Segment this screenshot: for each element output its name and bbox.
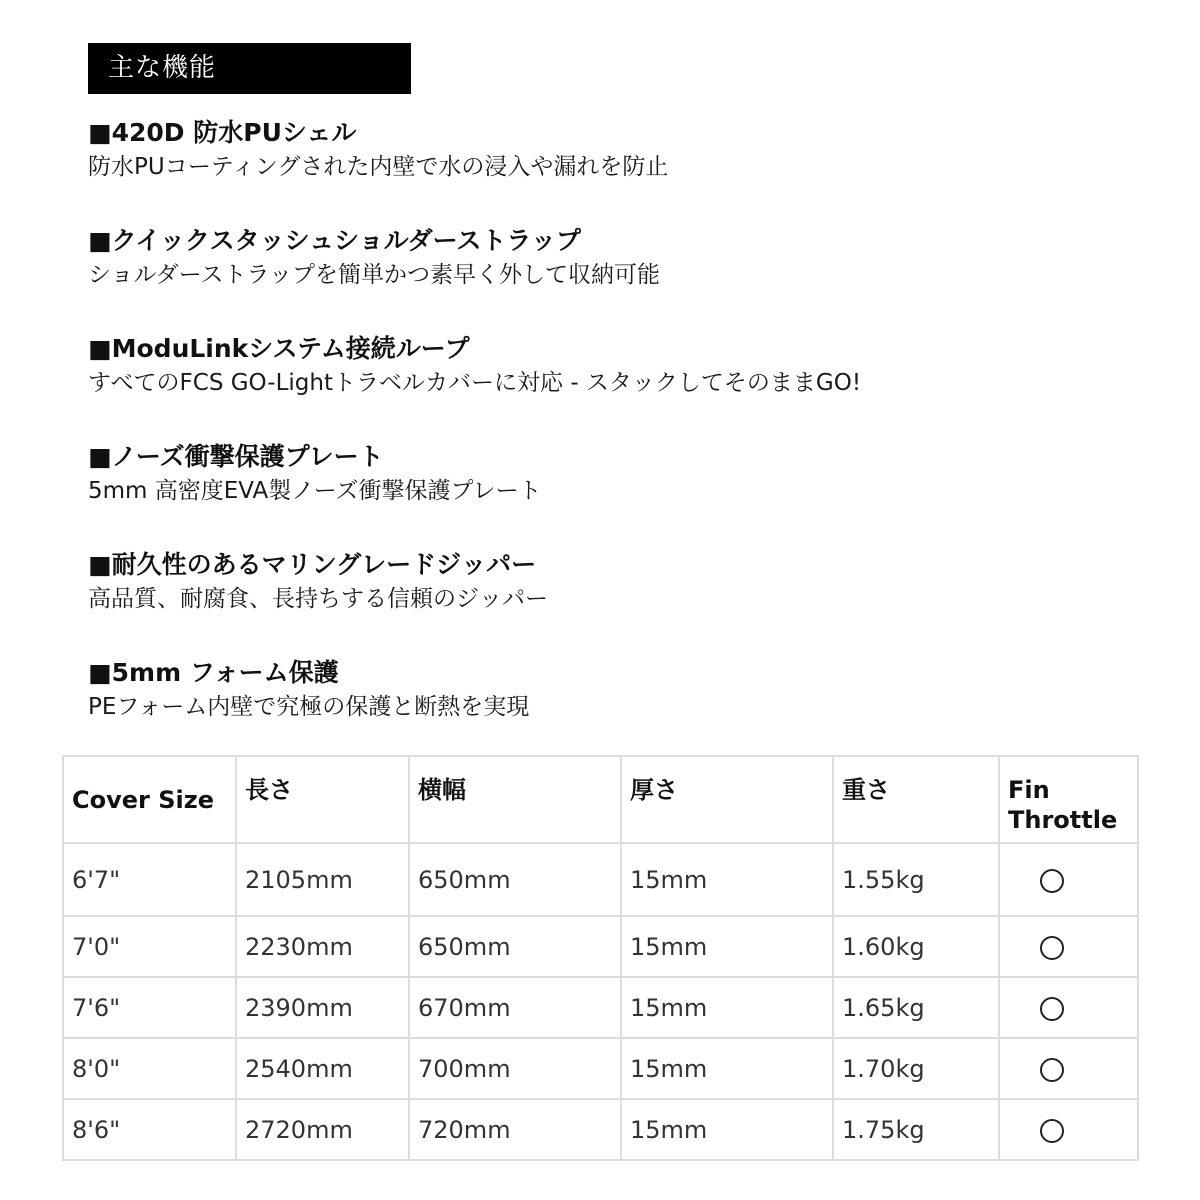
section-header: 主な機能	[88, 43, 411, 94]
header-fin-throttle-line2: Throttle	[1008, 806, 1118, 834]
header-fin-throttle	[999, 756, 1138, 843]
feature-description: ショルダーストラップを簡単かつ素早く外して収納可能	[88, 262, 661, 288]
header-thickness: 厚さ	[621, 756, 833, 843]
cell-width: 650mm	[409, 843, 621, 916]
cell-weight: 1.65kg	[833, 977, 999, 1038]
feature-description: PEフォーム内壁で究極の保護と断熱を実現	[88, 694, 530, 720]
cell-length: 2230mm	[236, 916, 409, 977]
cell-size: 7'0"	[63, 916, 236, 977]
table-row	[63, 843, 1138, 916]
feature-description: 5mm 高密度EVA製ノーズ衝撃保護プレート	[88, 478, 542, 504]
feature-marine-zipper	[88, 549, 1138, 615]
feature-title: ■420D 防水PUシェル	[88, 118, 357, 147]
cell-fin-throttle	[999, 1099, 1138, 1160]
feature-nose-plate	[88, 441, 1138, 507]
circle-mark-icon	[1040, 869, 1064, 893]
header-weight: 重さ	[833, 756, 999, 843]
cell-length: 2105mm	[236, 843, 409, 916]
cell-width: 700mm	[409, 1038, 621, 1099]
cell-thickness: 15mm	[621, 1099, 833, 1160]
circle-mark-icon	[1040, 1119, 1064, 1143]
header-cover-size: Cover Size	[63, 756, 236, 843]
table-header-row	[63, 756, 1138, 843]
cell-width: 650mm	[409, 916, 621, 977]
circle-mark-icon	[1040, 997, 1064, 1021]
circle-mark-icon	[1040, 936, 1064, 960]
feature-shoulder-strap	[88, 225, 1138, 291]
cell-weight: 1.60kg	[833, 916, 999, 977]
feature-title: ■5mm フォーム保護	[88, 658, 339, 687]
cell-size: 8'0"	[63, 1038, 236, 1099]
cell-length: 2540mm	[236, 1038, 409, 1099]
cell-width: 720mm	[409, 1099, 621, 1160]
cell-weight: 1.70kg	[833, 1038, 999, 1099]
cell-thickness: 15mm	[621, 977, 833, 1038]
cell-size: 6'7"	[63, 843, 236, 916]
cell-thickness: 15mm	[621, 916, 833, 977]
cell-size: 7'6"	[63, 977, 236, 1038]
header-fin-throttle-line1: Fin	[1008, 776, 1050, 804]
cell-width: 670mm	[409, 977, 621, 1038]
cell-size: 8'6"	[63, 1099, 236, 1160]
cell-thickness: 15mm	[621, 843, 833, 916]
cell-length: 2720mm	[236, 1099, 409, 1160]
table-row	[63, 1038, 1138, 1099]
feature-description: 高品質、耐腐食、長持ちする信頼のジッパー	[88, 586, 548, 612]
feature-modulink-loop	[88, 333, 1138, 399]
feature-title: ■耐久性のあるマリングレードジッパー	[88, 550, 537, 579]
cell-fin-throttle	[999, 977, 1138, 1038]
header-length: 長さ	[236, 756, 409, 843]
table-row	[63, 977, 1138, 1038]
feature-waterproof-shell	[88, 117, 1138, 183]
cell-weight: 1.75kg	[833, 1099, 999, 1160]
spec-table	[62, 755, 1139, 1161]
table-row	[63, 1099, 1138, 1160]
cell-fin-throttle	[999, 1038, 1138, 1099]
feature-title: ■クイックスタッシュショルダーストラップ	[88, 226, 581, 255]
feature-description: 防水PUコーティングされた内壁で水の浸入や漏れを防止	[88, 154, 669, 180]
cell-fin-throttle	[999, 843, 1138, 916]
cell-thickness: 15mm	[621, 1038, 833, 1099]
cell-fin-throttle	[999, 916, 1138, 977]
feature-title: ■ModuLinkシステム接続ループ	[88, 334, 470, 363]
header-width: 横幅	[409, 756, 621, 843]
table-row	[63, 916, 1138, 977]
circle-mark-icon	[1040, 1058, 1064, 1082]
feature-title: ■ノーズ衝撃保護プレート	[88, 442, 384, 471]
feature-description: すべてのFCS GO-Lightトラベルカバーに対応 - スタックしてそのままGO!	[88, 370, 862, 396]
cell-weight: 1.55kg	[833, 843, 999, 916]
feature-foam-protection	[88, 657, 1138, 723]
cell-length: 2390mm	[236, 977, 409, 1038]
